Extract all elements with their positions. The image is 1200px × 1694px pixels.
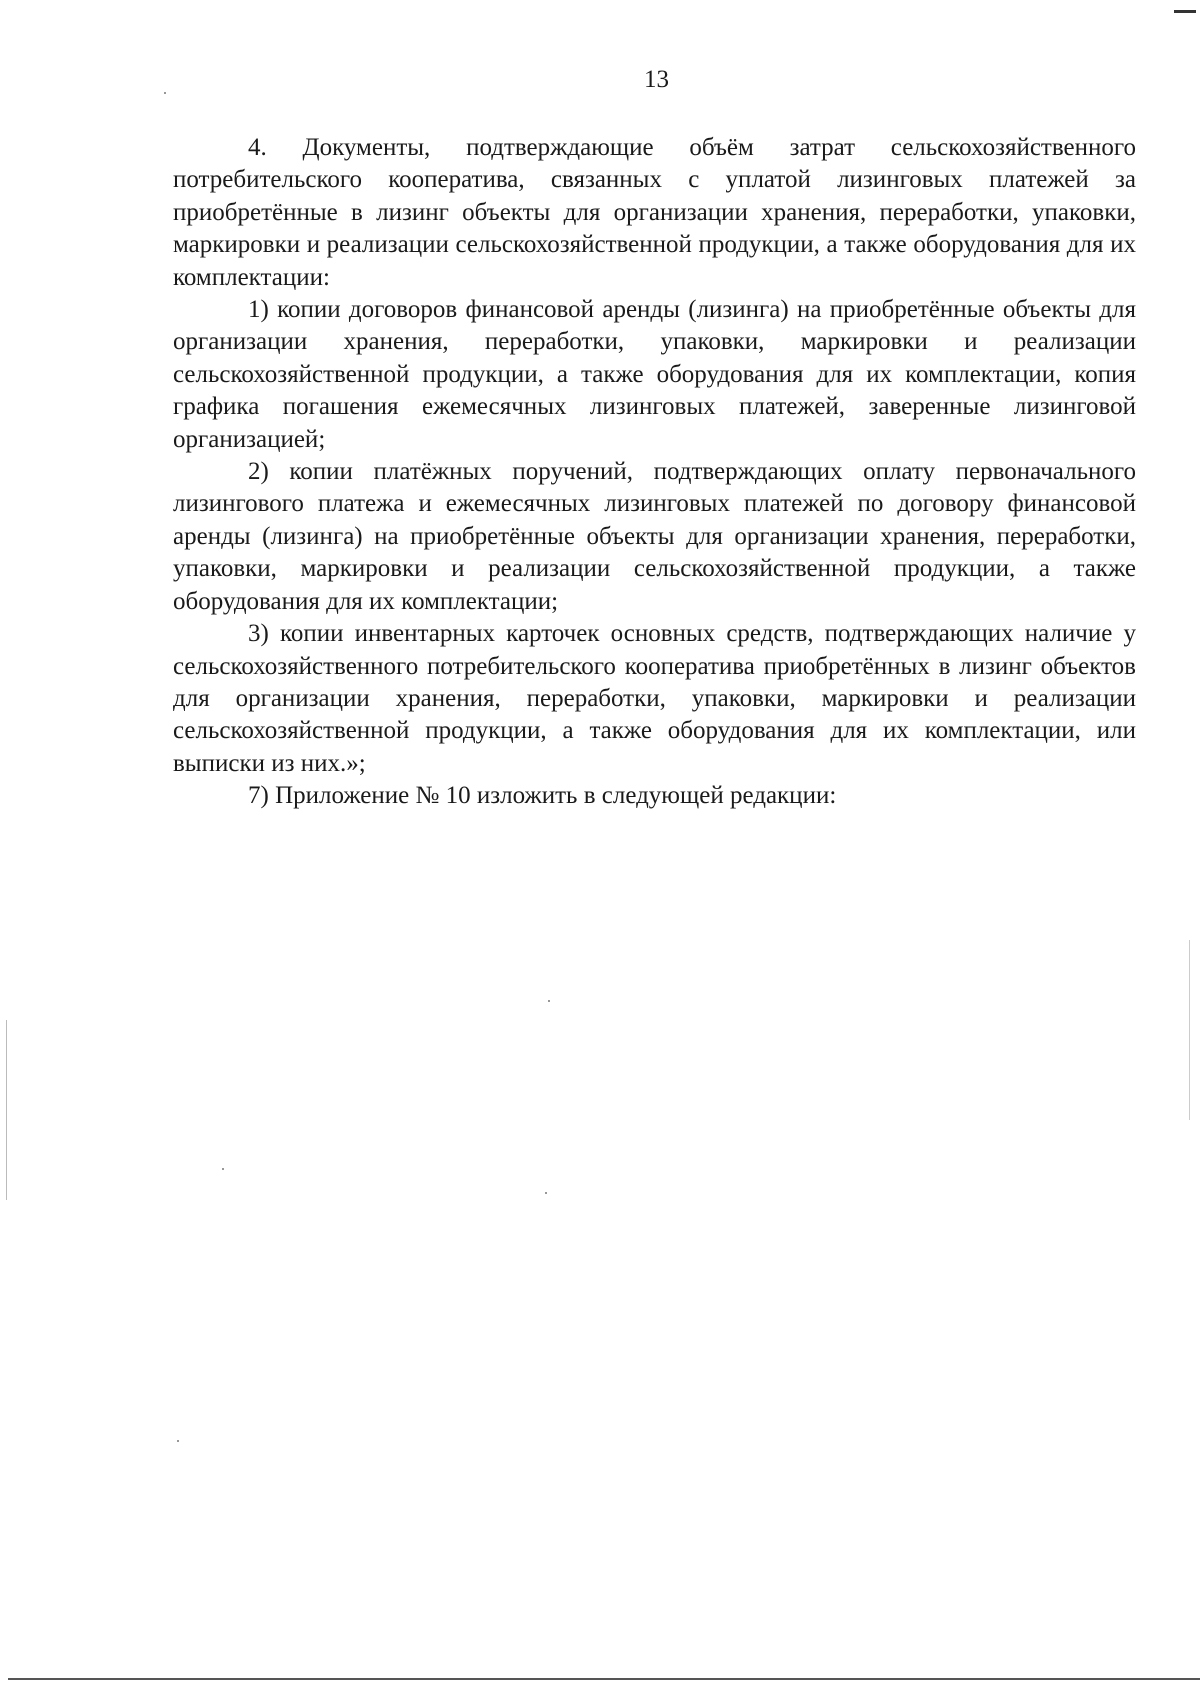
paragraph-item-2: 2) копии платёжных поручений, подтверждающих оплату первоначального лизингового платежа и ежемесячных лизинговых платежей по договору финансовой аренды (лизинга) на приобретённые объекты для организации хранения, переработки, упаковки, маркировки и реализации сельскохозяйственной продукции, а также оборудования для их комплектации; bbox=[173, 458, 1136, 615]
scan-speck bbox=[222, 1168, 224, 1170]
paragraph-item-3: 3) копии инвентарных карточек основных средств, подтверждающих наличие у сельскохозяйственного потребительского кооператива приобретённых в лизинг объектов для организации хранения, переработки, упаковки, маркировки и реализации сельскохозяйственной продукции, а также оборудования для их комплектации, или выписки из них.»; bbox=[173, 620, 1136, 777]
scan-speck bbox=[545, 1192, 547, 1194]
scan-artifact-bottom-edge bbox=[8, 1678, 1200, 1680]
scan-mark bbox=[1174, 10, 1196, 13]
paragraph-item-1: 1) копии договоров финансовой аренды (лизинга) на приобретённые объекты для организации хранения, переработки, упаковки, маркировки и реализации сельскохозяйственной продукции, а также оборудования для их комплектации, копия графика погашения ежемесячных лизинговых платежей, заверенные лизинговой организацией; bbox=[173, 296, 1136, 453]
paragraph-amendment-7: 7) Приложение № 10 изложить в следующей редакции: bbox=[248, 782, 837, 810]
scan-artifact-line bbox=[6, 1020, 7, 1200]
document-body bbox=[173, 132, 1136, 813]
scan-artifact-line bbox=[1189, 940, 1190, 1120]
page-number: 13 bbox=[644, 66, 669, 93]
scan-speck bbox=[548, 1000, 550, 1002]
scan-speck bbox=[164, 92, 166, 94]
scan-speck bbox=[177, 1440, 179, 1442]
paragraph-documents-list-intro: 4. Документы, подтверждающие объём затрат сельскохозяйственного потребительского кооператива, связанных с уплатой лизинговых платежей за приобретённые в лизинг объекты для организации хранения, переработки, упаковки, маркировки и реализации сельскохозяйственной продукции, а также оборудования для их комплектации: bbox=[173, 134, 1136, 291]
